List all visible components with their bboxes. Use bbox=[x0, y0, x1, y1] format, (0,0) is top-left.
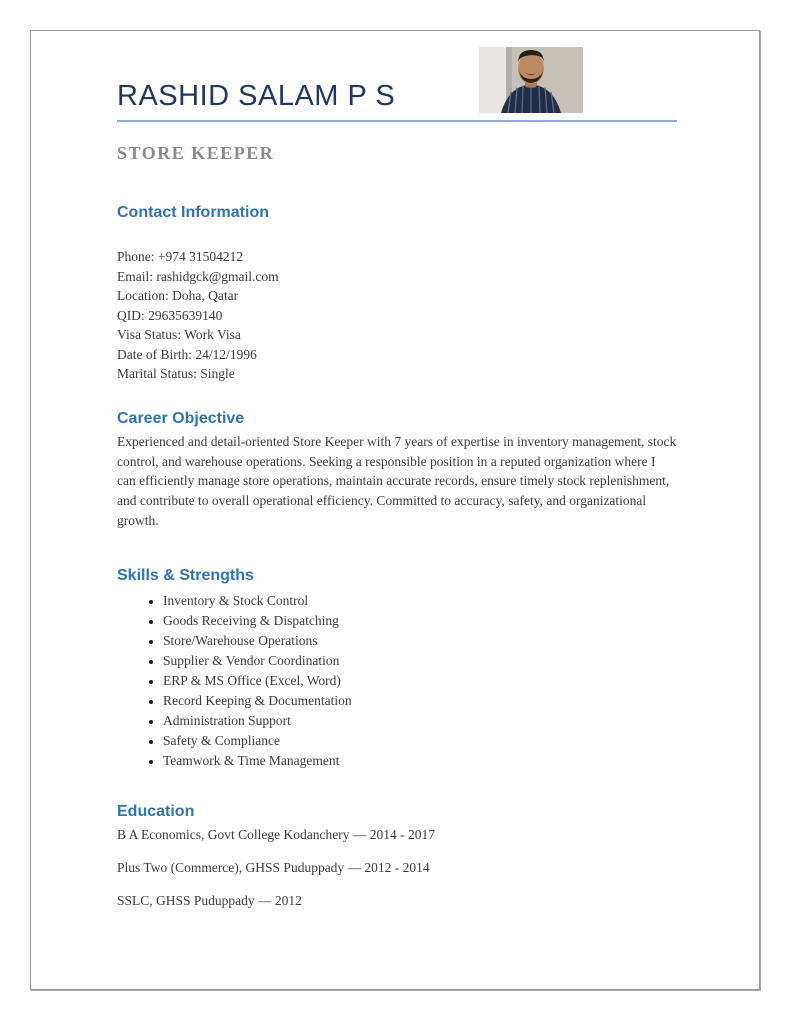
skill-item: • Supplier & Vendor Coordination bbox=[163, 651, 677, 671]
candidate-name: RASHID SALAM P S bbox=[117, 80, 396, 112]
education-entry: Plus Two (Commerce), GHSS Puduppady — 2012 - 2014 bbox=[117, 859, 430, 875]
skill-item: • Store/Warehouse Operations bbox=[163, 631, 677, 651]
skills-section-heading: Skills & Strengths bbox=[117, 566, 254, 584]
profile-photo-image bbox=[479, 47, 583, 113]
contact-phone: Phone: +974 31504212 bbox=[117, 249, 244, 265]
education-entries bbox=[117, 825, 677, 911]
contact-location: Location: Doha, Qatar bbox=[117, 288, 239, 304]
contact-date-of-birth: Date of Birth: 24/12/1996 bbox=[117, 346, 257, 362]
education-section-heading: Education bbox=[117, 802, 195, 820]
contact-lines bbox=[117, 247, 677, 384]
resume-content bbox=[31, 31, 759, 989]
skill-item: • ERP & MS Office (Excel, Word) bbox=[163, 671, 677, 691]
resume-page bbox=[30, 30, 760, 990]
education-entry: SSLC, GHSS Puduppady — 2012 bbox=[117, 892, 302, 908]
contact-email: Email: rashidgck@gmail.com bbox=[117, 268, 279, 284]
header-divider bbox=[117, 120, 677, 122]
contact-marital-status: Marital Status: Single bbox=[117, 366, 235, 382]
skill-item: • Record Keeping & Documentation bbox=[163, 691, 677, 711]
skill-item: • Inventory & Stock Control bbox=[163, 591, 677, 611]
skill-item: • Goods Receiving & Dispatching bbox=[163, 611, 677, 631]
skill-item: • Teamwork & Time Management bbox=[163, 751, 677, 771]
objective-section-heading: Career Objective bbox=[117, 409, 245, 427]
skill-item: • Safety & Compliance bbox=[163, 731, 677, 751]
objective-text: Experienced and detail-oriented Store Keeper with 7 years of expertise in inventory management, stock control, and warehouse operations. Seeking a responsible position in a reputed organization where I can efficiently manage store operations, maintain accurate records, ensure timely stock replenishment, and contribute to overall operational efficiency. Committed to accuracy, safety, and organizational growth. bbox=[117, 433, 677, 529]
contact-qid: QID: 29635639140 bbox=[117, 307, 223, 323]
contact-visa-status: Visa Status: Work Visa bbox=[117, 327, 241, 343]
contact-section-heading: Contact Information bbox=[117, 204, 269, 222]
education-entry: B A Economics, Govt College Kodanchery — 2014 - 2017 bbox=[117, 826, 435, 842]
skill-item: • Administration Support bbox=[163, 711, 677, 731]
profile-photo bbox=[479, 47, 583, 113]
job-title: STORE KEEPER bbox=[117, 143, 275, 164]
skills-list bbox=[117, 591, 677, 771]
